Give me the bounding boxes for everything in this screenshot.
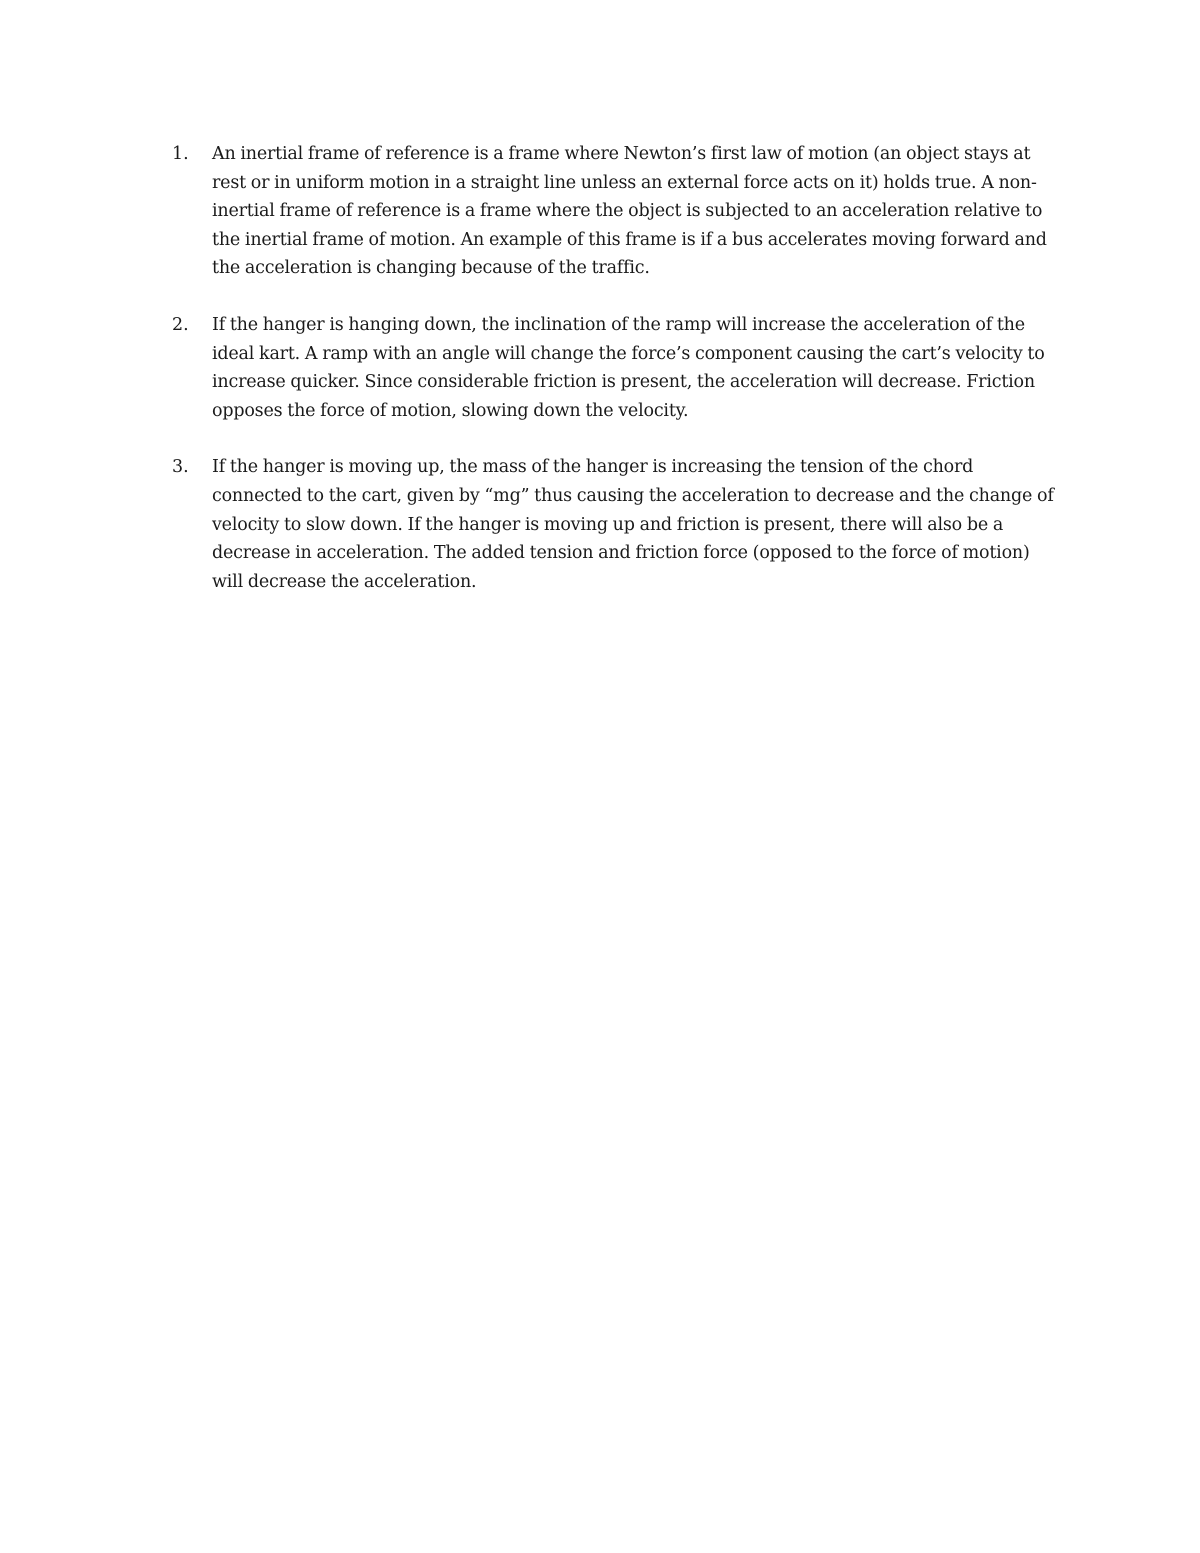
list-item-number: 1. [172,144,189,164]
list-item-text: An inertial frame of reference is a frame where Newton’s first law of motion (an object stays at rest or in uniform motion in a straight line unless an external force acts on it) holds true. A non-inertial frame of reference is a frame where the object is subjected to an acceleration relative to the inertial frame of motion. An example of this frame is if a bus accelerates moving forward and the acceleration is changing because of the traffic. [212,144,1047,279]
numbered-list [172,140,1062,624]
list-item [172,453,1062,596]
list-item-number: 3. [172,457,189,478]
list-item-number: 2. [172,314,189,335]
list-item-text: If the hanger is hanging down, the inclination of the ramp will increase the acceleration of the ideal kart. A ramp with an angle will change the force’s component causing the cart’s velocity to increase quicker. Since considerable friction is present, the acceleration will decrease. Friction opposes the force of motion, slowing down the velocity. [212,314,1045,421]
list-item [172,311,1062,425]
list-item [172,140,1062,283]
list-item-text: If the hanger is moving up, the mass of the hanger is increasing the tension of the chord connected to the cart, given by “mg” thus causing the acceleration to decrease and the change of velocity to slow down. If the hanger is moving up and friction is present, there will also be a decrease in acceleration. The added tension and friction force (opposed to the force of motion) will decrease the acceleration. [212,457,1054,592]
